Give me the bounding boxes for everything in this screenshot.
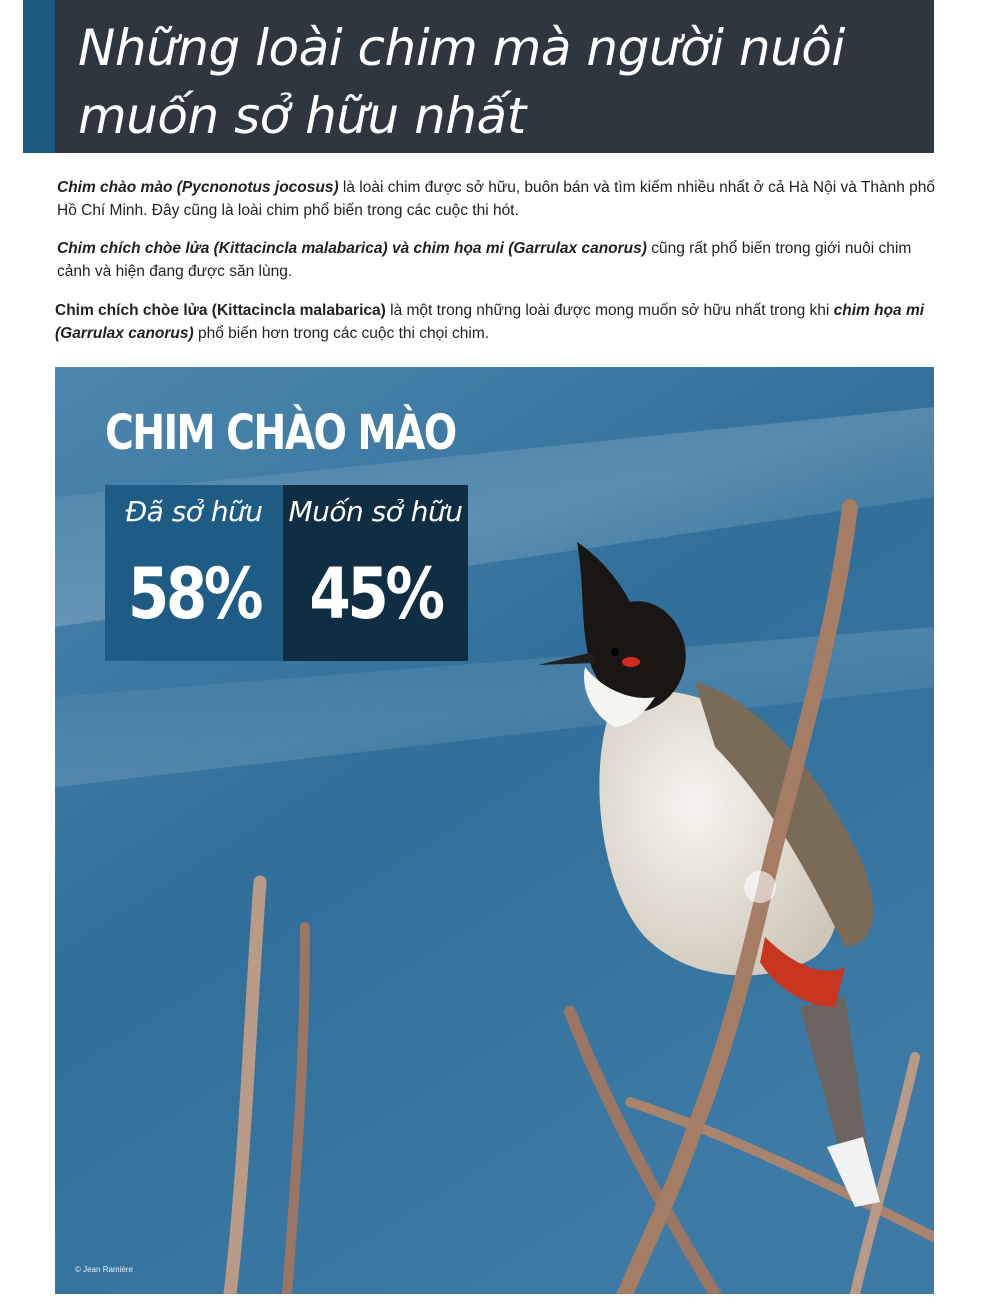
page-header: [23, 0, 934, 153]
paragraph-shama-thrush-text: cũng rất phổ biến trong giới nuôi chim cảnh và hiện đang được săn lùng.: [57, 240, 912, 280]
paragraph-shama-thrush-species: Chim chích chòe lửa (Kittacincla malabarica) và chim họa mi (Garrulax canorus): [57, 240, 647, 257]
paragraph-comparison-text: là một trong những loài được mong muốn sở hữu nhất trong khi: [385, 302, 834, 319]
stat-owned-value: 58%: [127, 553, 261, 635]
feature-title: CHIM CHÀO MÀO: [105, 405, 456, 461]
bulbul-photo-panel: [55, 367, 934, 1294]
paragraph-comparison-thrush: chim họa mi (Garrulax canorus): [55, 302, 925, 342]
paragraph-comparison-end: phổ biến hơn trong các cuộc thi chọi chim.: [193, 325, 490, 342]
stat-want-value: 45%: [309, 553, 442, 635]
paragraph-comparison: [55, 299, 945, 345]
paragraph-bulbul: [57, 176, 947, 222]
stat-want-label: Muốn sở hữu: [288, 495, 463, 528]
stat-want: [283, 485, 468, 661]
photo-credit: © Jean Ramière: [75, 1265, 133, 1274]
paragraph-bulbul-text: là loài chim được sở hữu, buôn bán và tìm kiếm nhiều nhất ở cả Hà Nội và Thành phố Hồ Chí Minh. Đây cũng là loài chim phổ biến trong các cuộc thi hót.: [57, 179, 935, 219]
paragraph-shama-thrush: [57, 237, 947, 283]
paragraph-comparison-shama: Chim chích chòe lửa (Kittacincla malabarica): [55, 302, 386, 319]
bird-eye: [611, 648, 619, 656]
light-flare: [744, 871, 776, 903]
stat-owned: [105, 485, 283, 661]
header-accent-bar: [23, 0, 55, 153]
paragraph-bulbul-species: Chim chào mào (Pycnonotus jocosus): [57, 179, 339, 196]
bird-whisker-patch: [622, 657, 640, 667]
page-title: Những loài chim mà người nuôi muốn sở hữu nhất: [78, 19, 845, 145]
stat-owned-label: Đã sở hữu: [125, 495, 263, 528]
